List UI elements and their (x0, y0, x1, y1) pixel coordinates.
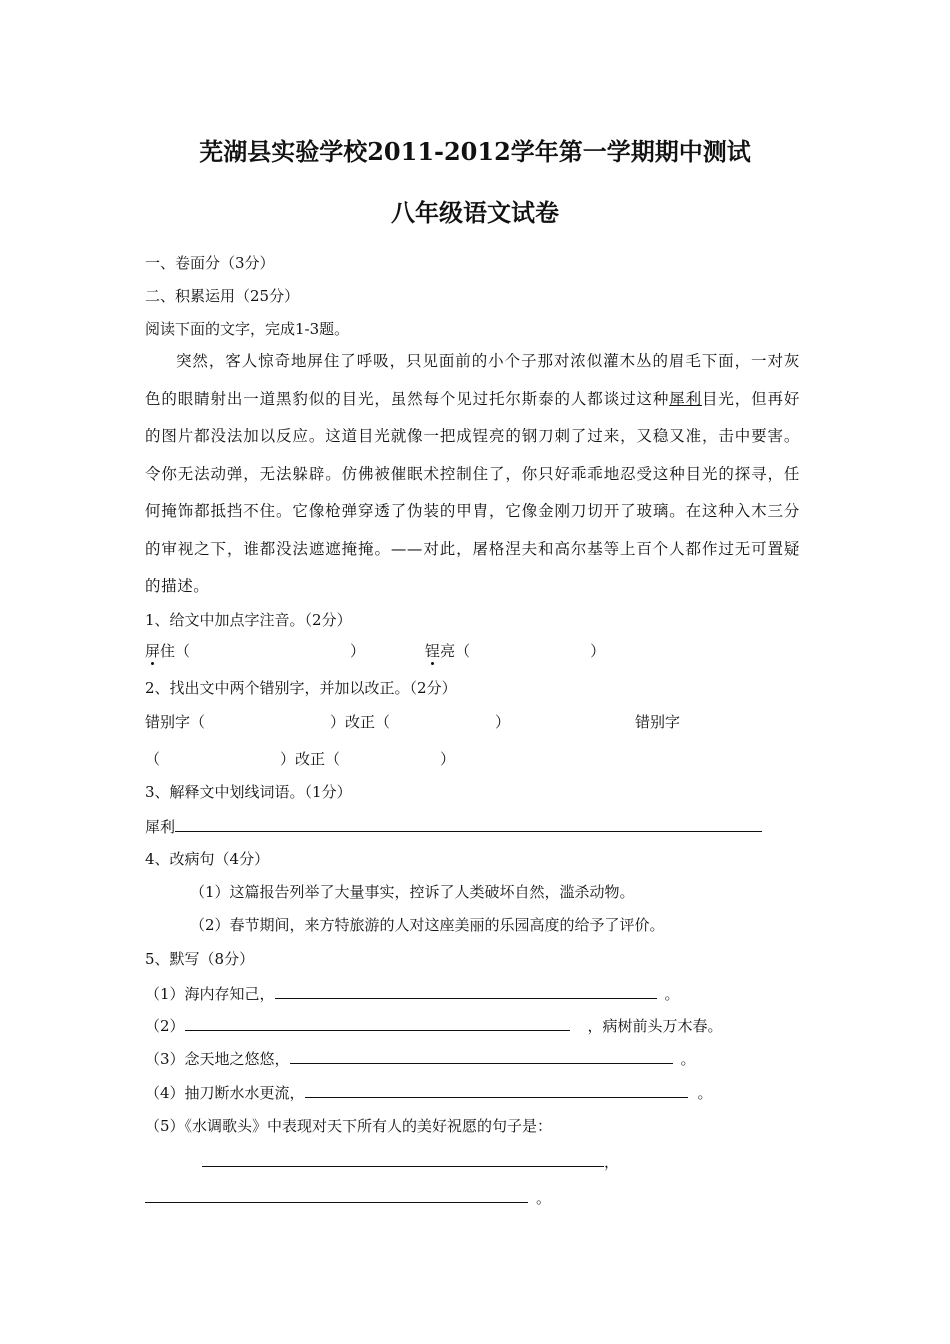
answer-blank[interactable] (290, 1047, 673, 1064)
recite-line-3 (145, 1047, 696, 1070)
question-2-label: 2、找出文中两个错别字，并加以改正。（2分） (145, 679, 457, 697)
passage-part-a: 突然，客人惊奇地屏住了呼吸，只见面前的小个子那对浓似灌木丛的眉毛下面，一对灰色的眼睛射出一道黑豹似的目光，虽然每个见过托尔斯泰的人都谈过这种 (145, 352, 800, 408)
correction-close-1: ） (495, 713, 511, 731)
recite-comma: ， (604, 1153, 620, 1171)
pinyin-prompt-2: 亮（ (440, 642, 471, 660)
recite-line-5-blank-b (145, 1186, 551, 1209)
term-label: 犀利 (145, 818, 176, 836)
answer-blank[interactable] (202, 1150, 604, 1167)
section-2-heading: 二、积累运用（25分） (145, 287, 300, 305)
answer-blank[interactable] (275, 982, 657, 999)
recite-prompt-2: （2） (145, 1017, 185, 1035)
correction-prompt-2: ）改正（ (280, 750, 341, 768)
recite-end-1: 。 (664, 985, 680, 1003)
recite-prompt-4: （4）抽刀断水水更流， (145, 1084, 305, 1102)
answer-blank[interactable] (175, 815, 762, 832)
recite-line-4 (145, 1081, 713, 1104)
question-4-label: 4、改病句（4分） (145, 850, 270, 868)
dotted-char-2: 锃 (425, 642, 441, 660)
answer-blank[interactable] (305, 1081, 688, 1098)
question-1-answer-row (145, 640, 605, 662)
recite-line-5-blank-a (202, 1150, 619, 1173)
section-1-heading: 一、卷面分（3分） (145, 254, 275, 272)
reading-passage (145, 343, 800, 606)
recite-prompt-1: （1）海内存知己， (145, 985, 275, 1003)
dotted-char-1: 屏 (145, 642, 161, 660)
recite-prompt-3: （3）念天地之悠悠， (145, 1050, 290, 1068)
pinyin-close-2: ） (590, 642, 606, 660)
correction-close-2: ） (440, 750, 456, 768)
question-3-label: 3、解释文中划线词语。（1分） (145, 783, 352, 801)
question-3-answer-row (145, 815, 762, 838)
pinyin-close-1: ） (350, 642, 366, 660)
exam-subtitle: 八年级语文试卷 (391, 198, 559, 227)
sentence-1: （1）这篇报告列举了大量事实，控诉了人类破坏自然，滥杀动物。 (190, 883, 635, 901)
underlined-word: 犀利 (669, 389, 702, 408)
question-2-row-1 (145, 711, 680, 733)
wrong-char-prompt-1: 错别字（ (145, 713, 206, 731)
wrong-char-prompt-2: 错别字 (635, 713, 681, 731)
passage-part-b: 目光，但再好的图片都没法加以反应。这道目光就像一把成锃亮的钢刀刺了过来，又稳又准，击中要害。令你无法动弹，无法躲辟。仿佛被催眠术控制住了，你只好乖乖地忍受这种目光的探寻，任何掩饰都抵挡不住。它像枪弹穿透了伪装的甲胄，它像金刚刀切开了玻璃。在这种入木三分的审视之下，谁都没法遮遮掩掩。——对此，屠格涅夫和高尔基等上百个人都作过无可置疑的描述。 (145, 389, 800, 595)
recite-line-5: （5）《水调歌头》中表现对天下所有人的美好祝愿的句子是： (145, 1117, 553, 1135)
reading-intro: 阅读下面的文字，完成1-3题。 (145, 320, 350, 338)
recite-end-3: 。 (680, 1050, 696, 1068)
answer-blank[interactable] (185, 1014, 570, 1031)
exam-title: 芜湖县实验学校2011-2012学年第一学期期中测试 (199, 137, 751, 166)
recite-end-4: 。 (697, 1084, 713, 1102)
question-5-label: 5、默写（8分） (145, 950, 255, 968)
sentence-2: （2）春节期间，来方特旅游的人对这座美丽的乐园高度的给予了评价。 (190, 916, 665, 934)
pinyin-prompt-1: 住（ (160, 642, 191, 660)
question-1-label: 1、给文中加点字注音。（2分） (145, 611, 352, 629)
recite-end-2: ，病树前头万木春。 (587, 1017, 723, 1035)
wrong-char-open-2: （ (145, 750, 161, 768)
correction-prompt-1: ）改正（ (330, 713, 391, 731)
recite-line-1 (145, 982, 680, 1005)
recite-end-5: 。 (536, 1189, 552, 1207)
answer-blank[interactable] (145, 1186, 528, 1203)
recite-line-2 (145, 1014, 723, 1037)
question-2-row-2 (145, 748, 455, 770)
